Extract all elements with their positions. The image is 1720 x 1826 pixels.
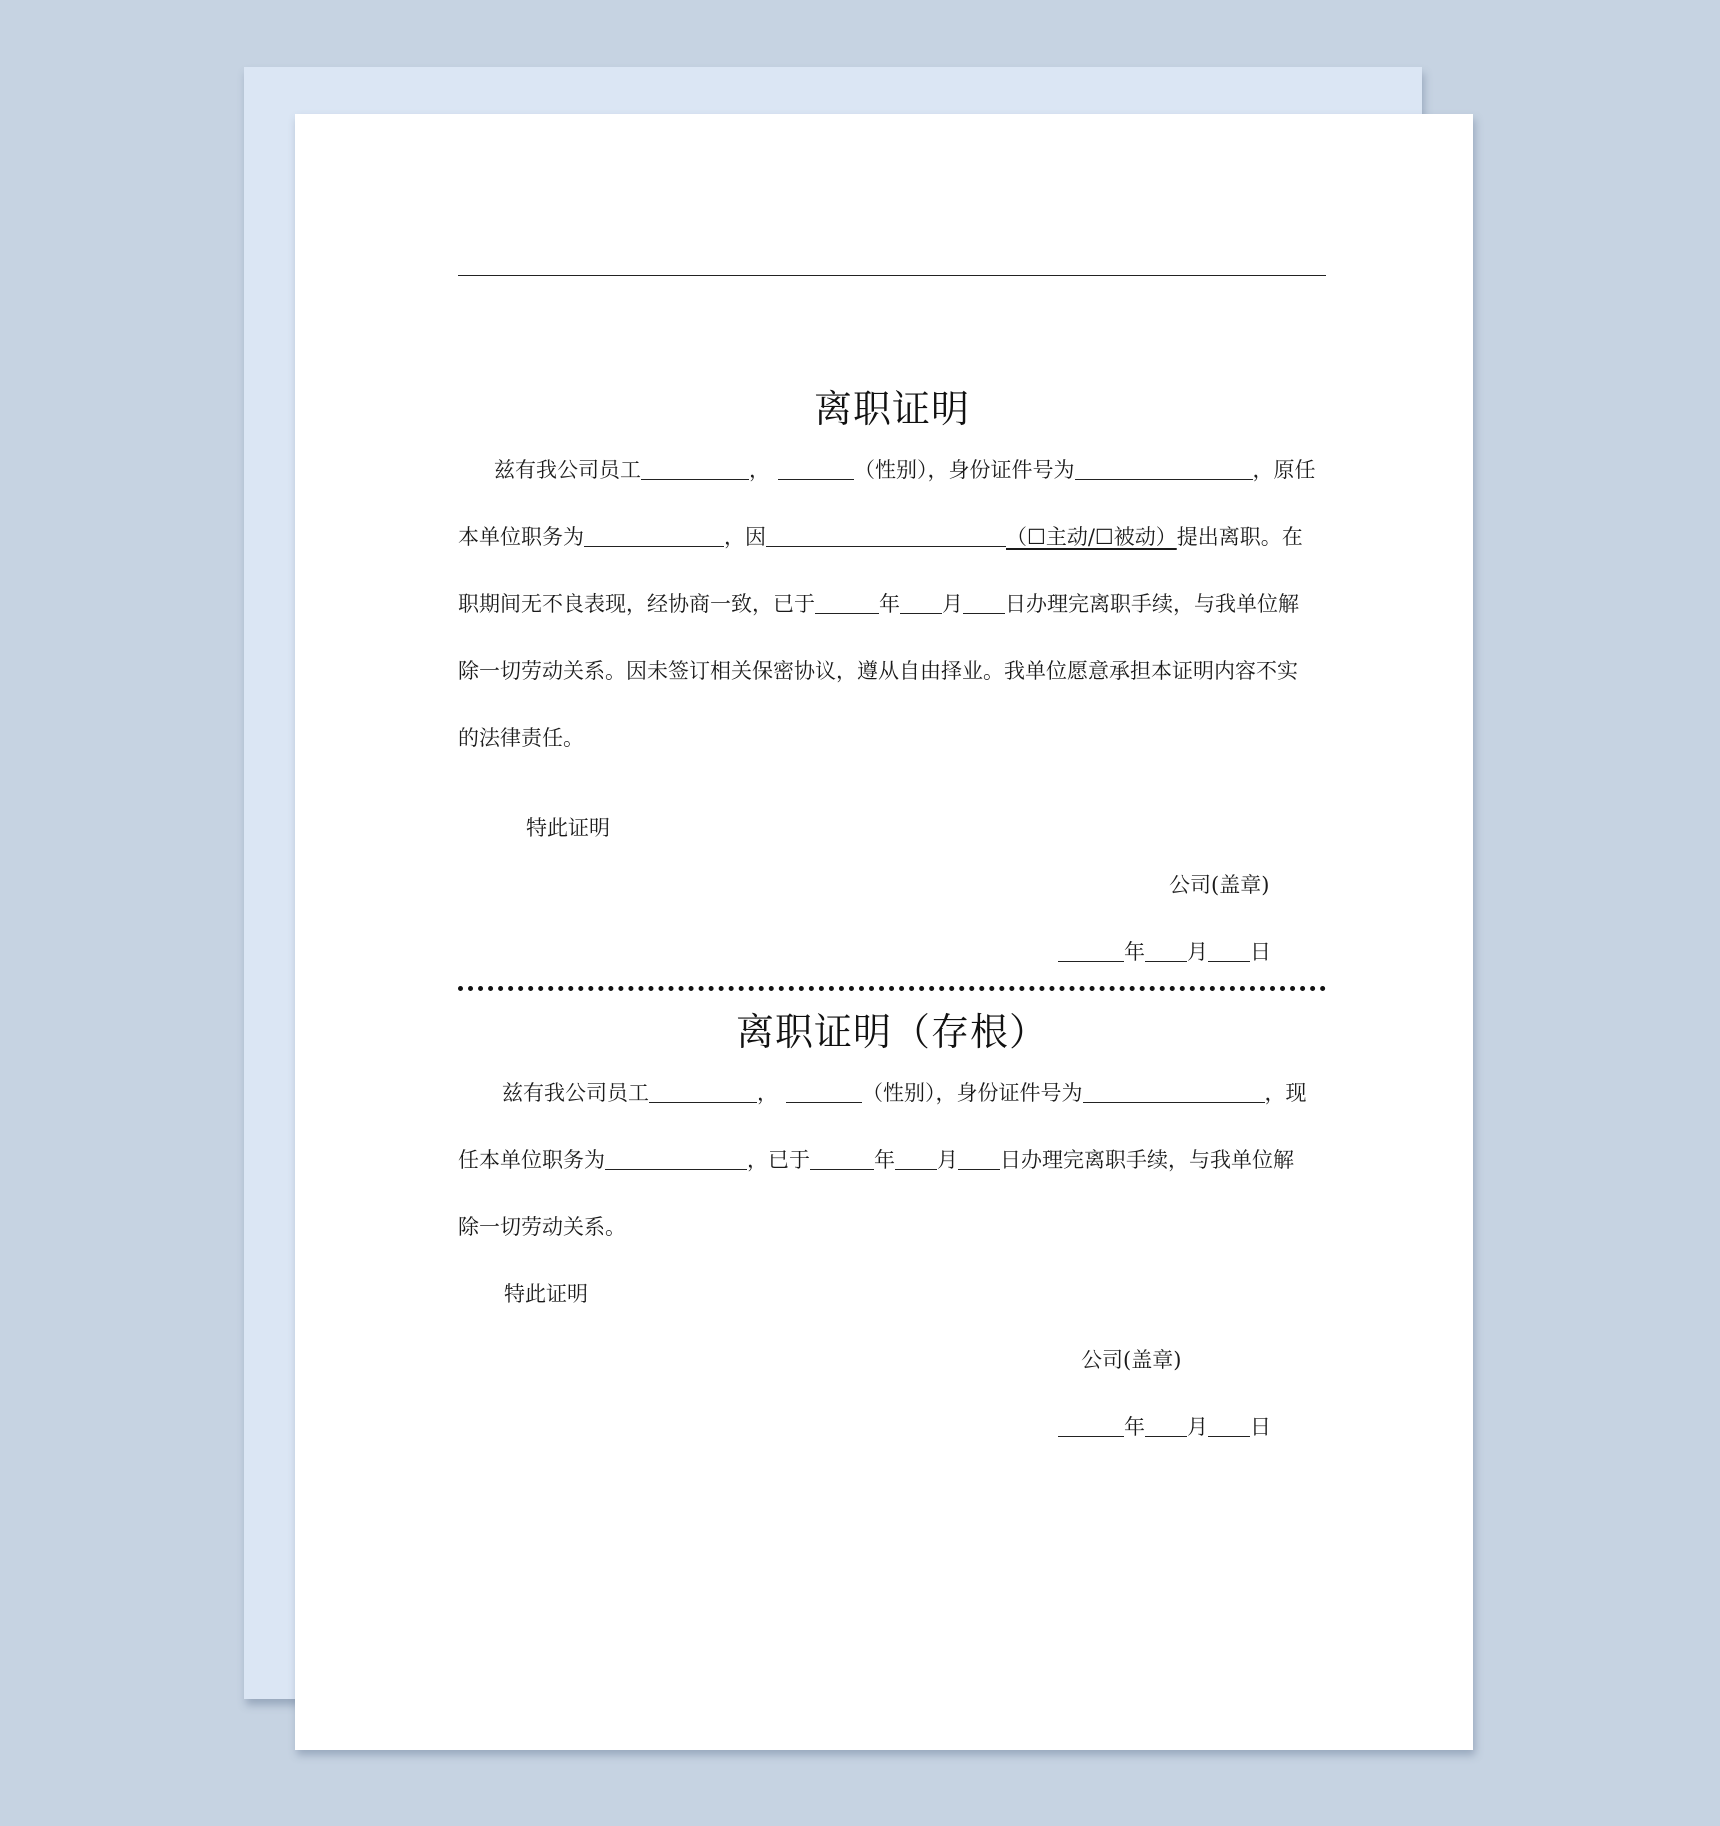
- certificate-text: 职期间无不良表现，经协商一致，已于: [458, 592, 815, 616]
- stub-text: ，现: [1264, 1081, 1307, 1105]
- leave-year-blank[interactable]: [815, 593, 879, 614]
- employee-name-blank[interactable]: [641, 459, 749, 480]
- certificate-text: （性别），身份证件号为: [854, 458, 1075, 482]
- stub-text: 月: [937, 1148, 958, 1172]
- stub-text: 月: [1187, 1415, 1208, 1439]
- stub-employee-name-blank[interactable]: [649, 1082, 757, 1103]
- stub-text: 日办理完离职手续，与我单位解: [1000, 1148, 1294, 1172]
- sign-year-blank[interactable]: [1058, 941, 1124, 962]
- voluntary-involuntary-options[interactable]: （☐主动/☐被动）: [1006, 525, 1177, 549]
- stub-text: 日: [1250, 1415, 1271, 1439]
- leave-month-blank[interactable]: [900, 593, 942, 614]
- certificate-text: ，因: [724, 525, 766, 549]
- certificate-date: [1058, 939, 1271, 965]
- stub-text: ，: [757, 1081, 778, 1105]
- id-number-blank[interactable]: [1075, 459, 1253, 480]
- certificate-line-4: 除一切劳动关系。因未签订相关保密协议，遵从自由择业。我单位愿意承担本证明内容不实: [458, 659, 1298, 683]
- stub-text: 年: [874, 1148, 895, 1172]
- stub-line-3: 除一切劳动关系。: [458, 1215, 626, 1239]
- stub-text: 任本单位职务为: [458, 1148, 605, 1172]
- document-content: [458, 0, 1326, 1826]
- stub-leave-month-blank[interactable]: [895, 1149, 937, 1170]
- stub-text: ，已于: [747, 1148, 810, 1172]
- certificate-text: ，: [749, 458, 770, 482]
- certificate-line-1: [458, 457, 1326, 483]
- stub-sign-day-blank[interactable]: [1208, 1416, 1250, 1437]
- certificate-line-2: [458, 524, 1326, 550]
- certificate-text: 年: [1124, 940, 1145, 964]
- certificate-text: 月: [942, 592, 963, 616]
- stub-title: 离职证明（存根）: [735, 1010, 1048, 1054]
- stub-text: 年: [1124, 1415, 1145, 1439]
- certificate-text: ，原任: [1252, 458, 1316, 482]
- stub-id-number-blank[interactable]: [1083, 1082, 1265, 1103]
- stub-closing: 特此证明: [504, 1282, 588, 1306]
- stub-line-2: [458, 1147, 1326, 1173]
- certificate-text: 月: [1187, 940, 1208, 964]
- certificate-text: 日: [1250, 940, 1271, 964]
- tear-off-dotted-line: [458, 986, 1326, 991]
- stub-leave-year-blank[interactable]: [810, 1149, 874, 1170]
- sign-day-blank[interactable]: [1208, 941, 1250, 962]
- header-rule: [458, 275, 1326, 276]
- certificate-closing: 特此证明: [526, 816, 610, 840]
- certificate-text: 本单位职务为: [458, 525, 584, 549]
- stub-line-1: [458, 1080, 1326, 1106]
- sign-month-blank[interactable]: [1145, 941, 1187, 962]
- certificate-line-3: [458, 591, 1326, 617]
- stub-text: 兹有我公司员工: [502, 1081, 649, 1105]
- stub-gender-blank[interactable]: [786, 1082, 862, 1103]
- certificate-text: 兹有我公司员工: [494, 458, 641, 482]
- stub-position-blank[interactable]: [605, 1149, 747, 1170]
- certificate-text: 提出离职。在: [1176, 525, 1303, 549]
- certificate-company-seal: 公司(盖章): [1169, 873, 1270, 897]
- certificate-text: 年: [879, 592, 900, 616]
- stub-leave-day-blank[interactable]: [958, 1149, 1000, 1170]
- certificate-text: 日办理完离职手续，与我单位解: [1005, 592, 1299, 616]
- reason-blank[interactable]: [766, 526, 1006, 547]
- stub-date: [1058, 1414, 1271, 1440]
- stub-company-seal: 公司(盖章): [1081, 1348, 1182, 1372]
- stub-sign-month-blank[interactable]: [1145, 1416, 1187, 1437]
- stub-sign-year-blank[interactable]: [1058, 1416, 1124, 1437]
- leave-day-blank[interactable]: [963, 593, 1005, 614]
- position-blank[interactable]: [584, 526, 724, 547]
- certificate-title: 离职证明: [813, 387, 970, 431]
- gender-blank[interactable]: [778, 459, 854, 480]
- certificate-line-5: 的法律责任。: [458, 726, 584, 750]
- stub-text: （性别），身份证件号为: [862, 1081, 1083, 1105]
